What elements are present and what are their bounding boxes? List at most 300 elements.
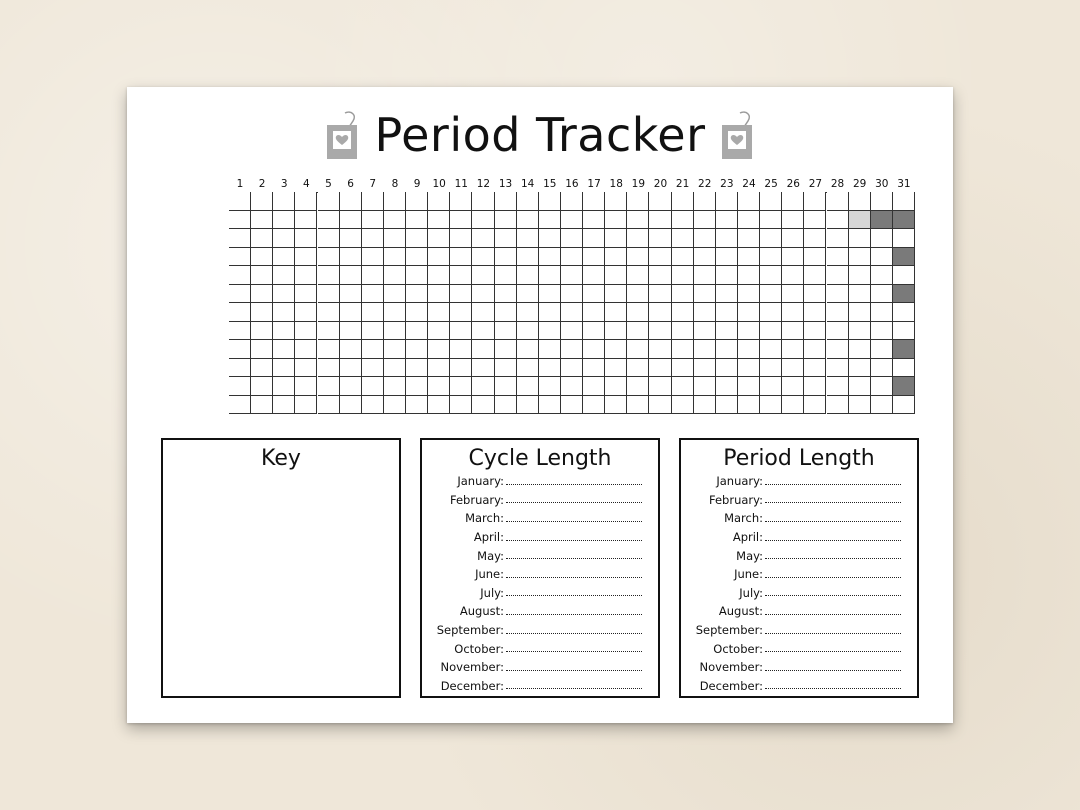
tracker-cell[interactable] — [251, 285, 273, 304]
tracker-cell[interactable] — [251, 229, 273, 248]
tracker-cell[interactable] — [340, 377, 362, 396]
tracker-cell[interactable] — [782, 192, 804, 211]
tracker-cell[interactable] — [229, 211, 251, 230]
tracker-cell[interactable] — [893, 192, 915, 211]
tracker-cell[interactable] — [738, 303, 760, 322]
tracker-cell[interactable] — [517, 229, 539, 248]
tracker-cell[interactable] — [694, 340, 716, 359]
tracker-cell[interactable] — [472, 359, 494, 378]
tracker-cell[interactable] — [804, 303, 826, 322]
tracker-cell[interactable] — [273, 211, 295, 230]
tracker-cell[interactable] — [495, 322, 517, 341]
tracker-cell[interactable] — [472, 192, 494, 211]
tracker-cell[interactable] — [472, 322, 494, 341]
tracker-cell[interactable] — [605, 396, 627, 415]
tracker-cell[interactable] — [561, 322, 583, 341]
tracker-cell[interactable] — [251, 340, 273, 359]
tracker-cell[interactable] — [672, 211, 694, 230]
tracker-cell[interactable] — [738, 229, 760, 248]
tracker-cell[interactable] — [561, 396, 583, 415]
tracker-cell[interactable] — [627, 396, 649, 415]
tracker-cell[interactable] — [672, 377, 694, 396]
tracker-cell[interactable] — [627, 192, 649, 211]
tracker-cell[interactable] — [849, 211, 871, 230]
tracker-cell[interactable] — [782, 266, 804, 285]
tracker-cell[interactable] — [605, 192, 627, 211]
tracker-cell[interactable] — [295, 248, 317, 267]
tracker-cell[interactable] — [871, 303, 893, 322]
tracker-cell[interactable] — [827, 377, 849, 396]
tracker-cell[interactable] — [827, 359, 849, 378]
tracker-cell[interactable] — [893, 211, 915, 230]
tracker-cell[interactable] — [340, 192, 362, 211]
tracker-cell[interactable] — [605, 266, 627, 285]
write-in-line[interactable] — [506, 558, 642, 559]
tracker-cell[interactable] — [716, 340, 738, 359]
tracker-cell[interactable] — [340, 229, 362, 248]
tracker-cell[interactable] — [893, 248, 915, 267]
tracker-cell[interactable] — [362, 285, 384, 304]
tracker-cell[interactable] — [295, 396, 317, 415]
tracker-cell[interactable] — [561, 248, 583, 267]
write-in-line[interactable] — [506, 502, 642, 503]
tracker-cell[interactable] — [627, 266, 649, 285]
tracker-cell[interactable] — [340, 248, 362, 267]
tracker-cell[interactable] — [583, 303, 605, 322]
tracker-cell[interactable] — [694, 396, 716, 415]
tracker-cell[interactable] — [760, 359, 782, 378]
tracker-cell[interactable] — [605, 248, 627, 267]
tracker-cell[interactable] — [738, 211, 760, 230]
tracker-cell[interactable] — [450, 211, 472, 230]
tracker-cell[interactable] — [229, 359, 251, 378]
tracker-cell[interactable] — [561, 229, 583, 248]
tracker-cell[interactable] — [694, 211, 716, 230]
tracker-cell[interactable] — [605, 359, 627, 378]
tracker-cell[interactable] — [649, 396, 671, 415]
tracker-cell[interactable] — [583, 377, 605, 396]
tracker-cell[interactable] — [539, 211, 561, 230]
tracker-cell[interactable] — [273, 192, 295, 211]
tracker-cell[interactable] — [561, 303, 583, 322]
tracker-cell[interactable] — [871, 377, 893, 396]
tracker-cell[interactable] — [672, 396, 694, 415]
write-in-line[interactable] — [765, 540, 901, 541]
tracker-cell[interactable] — [362, 192, 384, 211]
tracker-cell[interactable] — [472, 229, 494, 248]
tracker-cell[interactable] — [406, 340, 428, 359]
tracker-cell[interactable] — [760, 377, 782, 396]
tracker-cell[interactable] — [318, 248, 340, 267]
tracker-cell[interactable] — [583, 192, 605, 211]
tracker-cell[interactable] — [517, 396, 539, 415]
tracker-cell[interactable] — [428, 303, 450, 322]
tracker-cell[interactable] — [340, 303, 362, 322]
tracker-cell[interactable] — [251, 303, 273, 322]
write-in-line[interactable] — [765, 614, 901, 615]
tracker-cell[interactable] — [340, 211, 362, 230]
tracker-cell[interactable] — [649, 285, 671, 304]
tracker-cell[interactable] — [649, 211, 671, 230]
tracker-cell[interactable] — [495, 396, 517, 415]
tracker-cell[interactable] — [384, 192, 406, 211]
tracker-cell[interactable] — [251, 211, 273, 230]
tracker-cell[interactable] — [605, 377, 627, 396]
tracker-cell[interactable] — [273, 396, 295, 415]
tracker-cell[interactable] — [649, 229, 671, 248]
tracker-cell[interactable] — [384, 322, 406, 341]
tracker-cell[interactable] — [229, 377, 251, 396]
tracker-cell[interactable] — [406, 211, 428, 230]
tracker-cell[interactable] — [273, 359, 295, 378]
tracker-cell[interactable] — [229, 396, 251, 415]
tracker-cell[interactable] — [406, 359, 428, 378]
tracker-cell[interactable] — [561, 377, 583, 396]
tracker-cell[interactable] — [738, 396, 760, 415]
tracker-cell[interactable] — [760, 248, 782, 267]
tracker-cell[interactable] — [539, 396, 561, 415]
tracker-cell[interactable] — [804, 211, 826, 230]
tracker-cell[interactable] — [827, 396, 849, 415]
tracker-cell[interactable] — [871, 322, 893, 341]
tracker-cell[interactable] — [871, 248, 893, 267]
tracker-cell[interactable] — [827, 340, 849, 359]
tracker-cell[interactable] — [495, 285, 517, 304]
tracker-cell[interactable] — [827, 322, 849, 341]
tracker-cell[interactable] — [406, 322, 428, 341]
tracker-cell[interactable] — [318, 377, 340, 396]
tracker-cell[interactable] — [849, 285, 871, 304]
tracker-cell[interactable] — [649, 303, 671, 322]
tracker-cell[interactable] — [472, 396, 494, 415]
tracker-cell[interactable] — [849, 377, 871, 396]
write-in-line[interactable] — [506, 688, 642, 689]
tracker-cell[interactable] — [295, 285, 317, 304]
tracker-cell[interactable] — [495, 266, 517, 285]
tracker-cell[interactable] — [827, 266, 849, 285]
tracker-cell[interactable] — [340, 359, 362, 378]
tracker-cell[interactable] — [318, 266, 340, 285]
tracker-cell[interactable] — [495, 340, 517, 359]
tracker-cell[interactable] — [804, 359, 826, 378]
write-in-line[interactable] — [506, 595, 642, 596]
tracker-cell[interactable] — [782, 340, 804, 359]
tracker-cell[interactable] — [827, 285, 849, 304]
tracker-cell[interactable] — [694, 229, 716, 248]
tracker-cell[interactable] — [627, 359, 649, 378]
tracker-cell[interactable] — [428, 285, 450, 304]
write-in-line[interactable] — [506, 521, 642, 522]
tracker-cell[interactable] — [472, 248, 494, 267]
tracker-cell[interactable] — [605, 322, 627, 341]
tracker-cell[interactable] — [472, 340, 494, 359]
tracker-cell[interactable] — [229, 192, 251, 211]
tracker-cell[interactable] — [849, 396, 871, 415]
tracker-cell[interactable] — [517, 192, 539, 211]
tracker-cell[interactable] — [517, 340, 539, 359]
tracker-cell[interactable] — [738, 377, 760, 396]
tracker-cell[interactable] — [384, 377, 406, 396]
tracker-cell[interactable] — [782, 396, 804, 415]
tracker-cell[interactable] — [517, 303, 539, 322]
tracker-cell[interactable] — [893, 303, 915, 322]
tracker-cell[interactable] — [539, 303, 561, 322]
tracker-cell[interactable] — [318, 211, 340, 230]
tracker-cell[interactable] — [472, 377, 494, 396]
tracker-cell[interactable] — [318, 303, 340, 322]
tracker-cell[interactable] — [517, 359, 539, 378]
tracker-cell[interactable] — [450, 396, 472, 415]
tracker-cell[interactable] — [428, 266, 450, 285]
tracker-cell[interactable] — [827, 248, 849, 267]
write-in-line[interactable] — [506, 484, 642, 485]
tracker-cell[interactable] — [495, 303, 517, 322]
tracker-cell[interactable] — [273, 229, 295, 248]
tracker-cell[interactable] — [517, 322, 539, 341]
tracker-cell[interactable] — [672, 340, 694, 359]
tracker-cell[interactable] — [318, 229, 340, 248]
tracker-cell[interactable] — [273, 248, 295, 267]
tracker-cell[interactable] — [716, 229, 738, 248]
tracker-cell[interactable] — [273, 340, 295, 359]
tracker-cell[interactable] — [716, 396, 738, 415]
tracker-cell[interactable] — [893, 340, 915, 359]
tracker-cell[interactable] — [273, 285, 295, 304]
tracker-cell[interactable] — [716, 322, 738, 341]
tracker-cell[interactable] — [583, 248, 605, 267]
tracker-cell[interactable] — [295, 359, 317, 378]
tracker-cell[interactable] — [827, 192, 849, 211]
tracker-cell[interactable] — [849, 359, 871, 378]
tracker-cell[interactable] — [428, 192, 450, 211]
tracker-cell[interactable] — [517, 266, 539, 285]
write-in-line[interactable] — [506, 614, 642, 615]
write-in-line[interactable] — [506, 633, 642, 634]
tracker-cell[interactable] — [804, 192, 826, 211]
tracker-cell[interactable] — [362, 359, 384, 378]
tracker-cell[interactable] — [672, 248, 694, 267]
tracker-cell[interactable] — [782, 248, 804, 267]
tracker-cell[interactable] — [295, 322, 317, 341]
tracker-cell[interactable] — [362, 229, 384, 248]
tracker-cell[interactable] — [649, 359, 671, 378]
tracker-cell[interactable] — [849, 340, 871, 359]
tracker-cell[interactable] — [738, 322, 760, 341]
tracker-cell[interactable] — [450, 340, 472, 359]
tracker-cell[interactable] — [804, 377, 826, 396]
tracker-cell[interactable] — [539, 266, 561, 285]
tracker-cell[interactable] — [849, 303, 871, 322]
tracker-cell[interactable] — [539, 322, 561, 341]
tracker-cell[interactable] — [229, 340, 251, 359]
tracker-cell[interactable] — [428, 359, 450, 378]
tracker-cell[interactable] — [627, 322, 649, 341]
tracker-cell[interactable] — [760, 229, 782, 248]
tracker-cell[interactable] — [694, 192, 716, 211]
tracker-cell[interactable] — [738, 340, 760, 359]
tracker-cell[interactable] — [362, 322, 384, 341]
tracker-cell[interactable] — [428, 396, 450, 415]
tracker-cell[interactable] — [694, 359, 716, 378]
tracker-cell[interactable] — [672, 285, 694, 304]
tracker-cell[interactable] — [760, 303, 782, 322]
tracker-cell[interactable] — [406, 396, 428, 415]
write-in-line[interactable] — [506, 540, 642, 541]
tracker-cell[interactable] — [295, 340, 317, 359]
tracker-cell[interactable] — [561, 285, 583, 304]
tracker-cell[interactable] — [716, 192, 738, 211]
tracker-cell[interactable] — [251, 359, 273, 378]
write-in-line[interactable] — [765, 651, 901, 652]
tracker-cell[interactable] — [229, 285, 251, 304]
tracker-cell[interactable] — [406, 285, 428, 304]
tracker-cell[interactable] — [539, 248, 561, 267]
tracker-cell[interactable] — [340, 285, 362, 304]
tracker-cell[interactable] — [605, 211, 627, 230]
tracker-cell[interactable] — [672, 192, 694, 211]
tracker-cell[interactable] — [251, 322, 273, 341]
tracker-cell[interactable] — [871, 229, 893, 248]
tracker-cell[interactable] — [849, 229, 871, 248]
tracker-cell[interactable] — [472, 266, 494, 285]
tracker-cell[interactable] — [871, 211, 893, 230]
tracker-cell[interactable] — [760, 192, 782, 211]
tracker-cell[interactable] — [340, 396, 362, 415]
tracker-cell[interactable] — [251, 396, 273, 415]
tracker-cell[interactable] — [627, 248, 649, 267]
write-in-line[interactable] — [506, 670, 642, 671]
tracker-cell[interactable] — [782, 322, 804, 341]
tracker-cell[interactable] — [649, 248, 671, 267]
tracker-cell[interactable] — [827, 211, 849, 230]
tracker-cell[interactable] — [318, 285, 340, 304]
tracker-cell[interactable] — [251, 248, 273, 267]
tracker-cell[interactable] — [450, 229, 472, 248]
tracker-cell[interactable] — [229, 266, 251, 285]
tracker-cell[interactable] — [694, 322, 716, 341]
tracker-cell[interactable] — [384, 211, 406, 230]
tracker-cell[interactable] — [583, 322, 605, 341]
tracker-cell[interactable] — [273, 303, 295, 322]
tracker-cell[interactable] — [384, 359, 406, 378]
tracker-cell[interactable] — [893, 359, 915, 378]
tracker-cell[interactable] — [428, 340, 450, 359]
tracker-cell[interactable] — [871, 340, 893, 359]
tracker-cell[interactable] — [672, 303, 694, 322]
write-in-line[interactable] — [765, 595, 901, 596]
write-in-line[interactable] — [765, 521, 901, 522]
tracker-cell[interactable] — [273, 377, 295, 396]
tracker-cell[interactable] — [627, 211, 649, 230]
tracker-cell[interactable] — [893, 322, 915, 341]
tracker-cell[interactable] — [716, 377, 738, 396]
tracker-cell[interactable] — [362, 340, 384, 359]
tracker-cell[interactable] — [229, 322, 251, 341]
tracker-cell[interactable] — [760, 340, 782, 359]
tracker-cell[interactable] — [495, 192, 517, 211]
tracker-cell[interactable] — [849, 266, 871, 285]
tracker-cell[interactable] — [340, 340, 362, 359]
tracker-cell[interactable] — [716, 359, 738, 378]
tracker-cell[interactable] — [295, 211, 317, 230]
tracker-cell[interactable] — [318, 322, 340, 341]
tracker-cell[interactable] — [694, 248, 716, 267]
tracker-cell[interactable] — [384, 340, 406, 359]
tracker-cell[interactable] — [428, 377, 450, 396]
tracker-cell[interactable] — [251, 192, 273, 211]
tracker-cell[interactable] — [561, 211, 583, 230]
tracker-cell[interactable] — [760, 322, 782, 341]
tracker-cell[interactable] — [583, 285, 605, 304]
tracker-cell[interactable] — [716, 266, 738, 285]
tracker-cell[interactable] — [384, 303, 406, 322]
tracker-cell[interactable] — [672, 359, 694, 378]
tracker-cell[interactable] — [583, 211, 605, 230]
tracker-cell[interactable] — [295, 303, 317, 322]
tracker-cell[interactable] — [362, 303, 384, 322]
tracker-cell[interactable] — [428, 211, 450, 230]
tracker-cell[interactable] — [273, 322, 295, 341]
tracker-cell[interactable] — [672, 229, 694, 248]
tracker-cell[interactable] — [583, 266, 605, 285]
tracker-cell[interactable] — [318, 192, 340, 211]
tracker-cell[interactable] — [450, 266, 472, 285]
tracker-cell[interactable] — [627, 340, 649, 359]
write-in-line[interactable] — [765, 688, 901, 689]
tracker-cell[interactable] — [804, 396, 826, 415]
tracker-cell[interactable] — [251, 377, 273, 396]
tracker-cell[interactable] — [583, 359, 605, 378]
tracker-cell[interactable] — [428, 322, 450, 341]
tracker-cell[interactable] — [893, 229, 915, 248]
tracker-cell[interactable] — [450, 377, 472, 396]
tracker-cell[interactable] — [295, 266, 317, 285]
tracker-cell[interactable] — [428, 229, 450, 248]
tracker-cell[interactable] — [849, 248, 871, 267]
tracker-cell[interactable] — [738, 192, 760, 211]
tracker-cell[interactable] — [450, 285, 472, 304]
tracker-cell[interactable] — [649, 322, 671, 341]
tracker-cell[interactable] — [738, 248, 760, 267]
tracker-cell[interactable] — [384, 285, 406, 304]
tracker-cell[interactable] — [340, 322, 362, 341]
tracker-cell[interactable] — [406, 377, 428, 396]
tracker-cell[interactable] — [738, 266, 760, 285]
tracker-cell[interactable] — [804, 229, 826, 248]
tracker-cell[interactable] — [229, 229, 251, 248]
tracker-cell[interactable] — [561, 340, 583, 359]
tracker-cell[interactable] — [517, 248, 539, 267]
tracker-cell[interactable] — [472, 303, 494, 322]
tracker-cell[interactable] — [760, 285, 782, 304]
tracker-cell[interactable] — [428, 248, 450, 267]
tracker-cell[interactable] — [384, 266, 406, 285]
tracker-cell[interactable] — [694, 377, 716, 396]
tracker-cell[interactable] — [804, 322, 826, 341]
tracker-cell[interactable] — [649, 266, 671, 285]
tracker-cell[interactable] — [472, 211, 494, 230]
tracker-cell[interactable] — [583, 229, 605, 248]
tracker-cell[interactable] — [605, 303, 627, 322]
tracker-cell[interactable] — [340, 266, 362, 285]
write-in-line[interactable] — [506, 651, 642, 652]
tracker-cell[interactable] — [406, 266, 428, 285]
tracker-cell[interactable] — [871, 192, 893, 211]
tracker-cell[interactable] — [782, 377, 804, 396]
tracker-cell[interactable] — [804, 266, 826, 285]
tracker-cell[interactable] — [583, 396, 605, 415]
tracker-cell[interactable] — [495, 377, 517, 396]
